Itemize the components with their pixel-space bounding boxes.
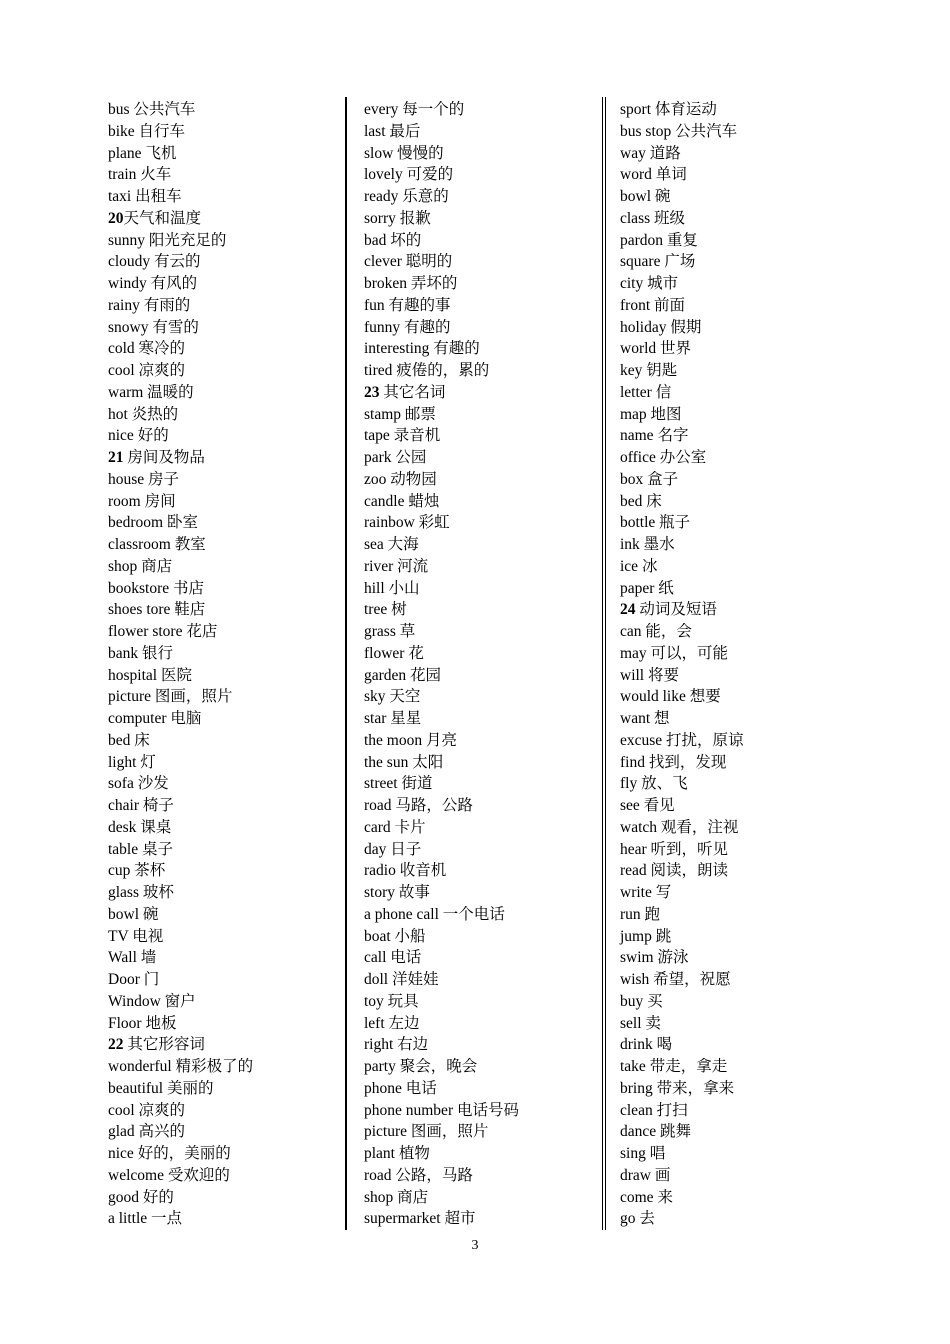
- vocab-entry: room 房间: [108, 492, 176, 510]
- vocab-entry: cup 茶杯: [108, 862, 166, 880]
- vocab-entry: picture 图画，照片: [364, 1123, 489, 1141]
- vocab-entry: park 公园: [364, 449, 427, 466]
- vocab-entry: windy 有风的: [108, 275, 198, 292]
- vocab-entry: rainbow 彩虹: [364, 514, 450, 532]
- vocab-entry: the sun 太阳: [364, 753, 444, 771]
- vocab-entry: fun 有趣的事: [364, 296, 451, 314]
- vocab-entry: taxi 出租车: [108, 188, 182, 205]
- vocab-entry: plant 植物: [364, 1145, 430, 1162]
- vocab-entry: flower 花: [364, 644, 424, 662]
- vocab-entry: clever 聪明的: [364, 253, 453, 271]
- section-number: 20: [108, 209, 124, 227]
- vocab-entry: left 左边: [364, 1014, 420, 1032]
- vocab-entry: buy 买: [620, 992, 663, 1010]
- vocab-entry: chair 椅子: [108, 797, 174, 814]
- vocab-entry: toy 玩具: [364, 992, 419, 1010]
- vocab-entry: sunny 阳光充足的: [108, 231, 227, 249]
- vocab-entry: glad 高兴的: [108, 1123, 186, 1141]
- section-heading: [364, 382, 594, 404]
- vocab-entry: interesting 有趣的: [364, 340, 480, 358]
- vocab-entry: ink 墨水: [620, 536, 675, 553]
- vocab-entry: Floor 地板: [108, 1014, 177, 1032]
- vocab-entry: hear 听到，听见: [620, 840, 729, 858]
- vocab-entry: tired 疲倦的，累的: [364, 362, 490, 379]
- vocab-entry: desk 课桌: [108, 818, 172, 836]
- vocab-entry: drink 喝: [620, 1036, 673, 1054]
- vocab-entry: shoes tore 鞋店: [108, 601, 206, 619]
- vocab-entry: bring 带来，拿来: [620, 1079, 735, 1097]
- vocab-entry: take 带走，拿走: [620, 1058, 728, 1075]
- vocab-entry: phone 电话: [364, 1079, 437, 1097]
- vocab-entry: every 每一个的: [364, 101, 465, 118]
- vocab-entry: tape 录音机: [364, 427, 441, 445]
- vocab-entry: go 去: [620, 1210, 655, 1228]
- vocab-entry: holiday 假期: [620, 318, 702, 336]
- vocab-entry: slow 慢慢的: [364, 144, 444, 162]
- vocab-entry: last 最后: [364, 122, 421, 140]
- vocab-entry: bookstore 书店: [108, 579, 205, 597]
- vocab-entry: cold 寒冷的: [108, 340, 186, 358]
- vocab-entry: a little 一点: [108, 1210, 183, 1228]
- vocab-entry: shop 商店: [364, 1188, 429, 1206]
- vocab-entry: road 马路，公路: [364, 797, 473, 814]
- vocab-entry: office 办公室: [620, 449, 707, 466]
- vocab-entry: bad 坏的: [364, 231, 422, 249]
- vocab-entry: stamp 邮票: [364, 405, 436, 423]
- vocab-entry: zoo 动物园: [364, 470, 437, 488]
- vocab-entry: star 星星: [364, 710, 422, 727]
- vocab-entry: good 好的: [108, 1188, 174, 1206]
- vocab-entry: grass 草: [364, 623, 416, 640]
- section-heading: [108, 1034, 338, 1056]
- vocab-entry: bus stop 公共汽车: [620, 122, 738, 140]
- vocab-entry: watch 观看，注视: [620, 818, 739, 836]
- vocab-entry: city 城市: [620, 275, 679, 292]
- vocab-entry: hospital 医院: [108, 666, 192, 684]
- vocab-entry: jump 跳: [620, 927, 672, 945]
- vocab-entry: warm 温暖的: [108, 383, 194, 401]
- vocab-entry: excuse 打扰，原谅: [620, 731, 744, 749]
- vocab-entry: funny 有趣的: [364, 318, 451, 336]
- vocab-entry: pardon 重复: [620, 231, 698, 249]
- vocab-entry: can 能，会: [620, 623, 692, 640]
- section-title: 动词及短语: [635, 601, 717, 619]
- vocab-entry: may 可以，可能: [620, 644, 729, 662]
- vocab-entry: write 写: [620, 884, 672, 901]
- vocab-entry: flower store 花店: [108, 623, 218, 640]
- vocab-entry: radio 收音机: [364, 862, 447, 880]
- vocab-entry: draw 画: [620, 1166, 671, 1184]
- section-heading: [108, 208, 338, 230]
- section-number: 24: [620, 601, 636, 619]
- vocab-entry: picture 图画，照片: [108, 688, 233, 706]
- vocab-entry: sorry 报歉: [364, 209, 431, 227]
- column-divider-double: [602, 97, 606, 1230]
- vocab-column-2: [364, 99, 594, 1230]
- vocab-entry: TV 电视: [108, 927, 164, 945]
- vocab-entry: broken 弄坏的: [364, 275, 458, 292]
- vocab-column-1: [108, 99, 338, 1230]
- vocab-entry: sky 天空: [364, 688, 421, 706]
- vocab-entry: phone number 电话号码: [364, 1101, 519, 1119]
- vocab-entry: story 故事: [364, 884, 430, 901]
- page-number: 3: [471, 1238, 479, 1253]
- vocab-entry: sport 体育运动: [620, 101, 717, 118]
- vocab-entry: sell 卖: [620, 1014, 661, 1032]
- vocab-entry: bowl 碗: [108, 905, 159, 923]
- vocab-entry: plane 飞机: [108, 144, 177, 162]
- vocab-entry: card 卡片: [364, 818, 426, 836]
- vocab-entry: boat 小船: [364, 927, 426, 945]
- vocab-entry: bottle 瓶子: [620, 514, 691, 532]
- vocab-entry: river 河流: [364, 557, 429, 575]
- vocab-entry: key 钥匙: [620, 362, 678, 379]
- section-number: 23: [364, 383, 380, 401]
- vocab-entry: want 想: [620, 710, 670, 727]
- vocab-entry: dance 跳舞: [620, 1123, 692, 1141]
- vocab-entry: class 班级: [620, 209, 686, 227]
- vocab-entry: nice 好的: [108, 427, 169, 445]
- section-number: 21: [108, 449, 124, 466]
- vocab-entry: word 单词: [620, 166, 687, 184]
- vocab-entry: bedroom 卧室: [108, 514, 198, 532]
- vocab-entry: shop 商店: [108, 557, 173, 575]
- vocab-entry: sea 大海: [364, 536, 419, 553]
- vocab-entry: bowl 碗: [620, 188, 671, 205]
- vocab-entry: Wall 墙: [108, 949, 157, 967]
- vocab-entry: sing 唱: [620, 1145, 666, 1162]
- vocab-entry: swim 游泳: [620, 949, 689, 967]
- vocab-entry: snowy 有雪的: [108, 318, 199, 336]
- vocab-entry: wish 希望，祝愿: [620, 971, 731, 988]
- vocab-entry: bed 床: [620, 492, 662, 510]
- vocab-entry: call 电话: [364, 949, 422, 967]
- vocab-entry: name 名字: [620, 427, 689, 445]
- vocab-entry: lovely 可爱的: [364, 166, 454, 184]
- vocab-entry: rainy 有雨的: [108, 296, 191, 314]
- vocab-entry: the moon 月亮: [364, 731, 457, 749]
- vocab-entry: candle 蜡烛: [364, 492, 440, 510]
- vocab-entry: will 将要: [620, 666, 679, 684]
- vocab-entry: would like 想要: [620, 688, 721, 706]
- vocab-entry: come 来: [620, 1188, 673, 1206]
- vocab-entry: world 世界: [620, 340, 692, 358]
- vocab-entry: square 广场: [620, 253, 696, 271]
- vocab-entry: house 房子: [108, 470, 180, 488]
- vocab-entry: cool 凉爽的: [108, 1101, 186, 1119]
- vocab-entry: cloudy 有云的: [108, 253, 201, 271]
- section-title: 房间及物品: [123, 449, 205, 466]
- vocab-entry: beautiful 美丽的: [108, 1079, 214, 1097]
- vocab-entry: bed 床: [108, 731, 150, 749]
- vocab-entry: tree 树: [364, 601, 407, 619]
- section-title: 其它形容词: [123, 1036, 205, 1054]
- vocab-entry: paper 纸: [620, 579, 674, 597]
- vocab-entry: train 火车: [108, 166, 172, 184]
- vocab-entry: right 右边: [364, 1036, 429, 1054]
- vocab-entry: way 道路: [620, 144, 681, 162]
- vocab-entry: nice 好的，美丽的: [108, 1145, 231, 1162]
- vocab-entry: street 街道: [364, 775, 433, 793]
- vocab-entry: bus 公共汽车: [108, 101, 196, 118]
- vocab-entry: Door 门: [108, 971, 160, 988]
- vocab-column-3: [620, 99, 850, 1230]
- vocab-entry: glass 玻杯: [108, 884, 174, 901]
- vocab-entry: Window 窗户: [108, 992, 196, 1010]
- vocab-entry: road 公路，马路: [364, 1166, 473, 1184]
- vocab-entry: day 日子: [364, 840, 422, 858]
- vocab-entry: computer 电脑: [108, 710, 202, 727]
- vocab-entry: ready 乐意的: [364, 188, 449, 205]
- vocab-entry: front 前面: [620, 296, 686, 314]
- vocab-entry: welcome 受欢迎的: [108, 1166, 230, 1184]
- vocab-entry: box 盒子: [620, 470, 679, 488]
- vocab-entry: find 找到，发现: [620, 753, 727, 771]
- vocab-entry: wonderful 精彩极了的: [108, 1058, 254, 1075]
- vocab-entry: cool 凉爽的: [108, 362, 186, 379]
- section-title: 其它名词: [379, 383, 446, 401]
- vocab-entry: supermarket 超市: [364, 1210, 476, 1228]
- vocab-entry: fly 放、飞: [620, 775, 688, 793]
- vocab-entry: light 灯: [108, 753, 156, 771]
- section-title: 天气和温度: [123, 209, 202, 227]
- vocab-entry: sofa 沙发: [108, 775, 169, 793]
- vocab-entry: see 看见: [620, 797, 675, 814]
- column-divider: [345, 97, 347, 1230]
- vocab-entry: classroom 教室: [108, 536, 206, 553]
- vocab-entry: bank 银行: [108, 644, 174, 662]
- vocab-entry: letter 信: [620, 383, 672, 401]
- vocab-entry: table 桌子: [108, 840, 173, 858]
- vocab-entry: doll 洋娃娃: [364, 971, 439, 988]
- section-heading: [620, 599, 850, 621]
- vocab-entry: read 阅读，朗读: [620, 862, 729, 880]
- vocab-entry: bike 自行车: [108, 122, 186, 140]
- vocab-entry: a phone call 一个电话: [364, 905, 505, 923]
- vocab-entry: hill 小山: [364, 579, 420, 597]
- section-number: 22: [108, 1036, 124, 1054]
- vocab-entry: clean 打扫: [620, 1101, 688, 1119]
- vocab-entry: garden 花园: [364, 666, 442, 684]
- vocab-entry: ice 冰: [620, 557, 658, 575]
- section-heading: [108, 447, 338, 469]
- vocab-entry: party 聚会，晚会: [364, 1058, 478, 1075]
- vocab-entry: map 地图: [620, 405, 682, 423]
- vocab-entry: run 跑: [620, 905, 661, 923]
- vocab-entry: hot 炎热的: [108, 405, 179, 423]
